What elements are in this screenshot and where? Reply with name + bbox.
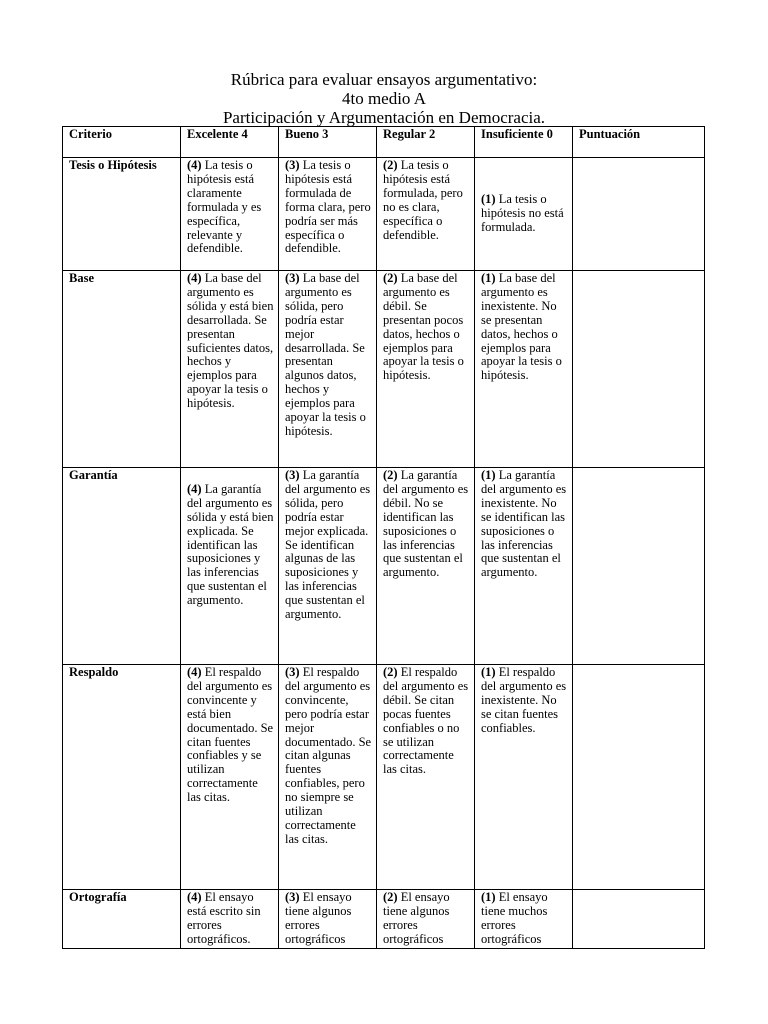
rubric-cell xyxy=(475,158,573,271)
descriptor-text: La base del argumento es inexistente. No se presentan datos, hechos o ejemplos para apoyar la tesis o hipótesis. xyxy=(481,271,562,383)
score-label: (3) xyxy=(285,271,300,285)
criterion-cell: Respaldo xyxy=(63,665,181,890)
score-label: (4) xyxy=(187,481,202,496)
descriptor-text: La base del argumento es sólida y está bien desarrollada. Se presentan suficientes datos, hechos y ejemplos para apoyar la tesis o hipótesis. xyxy=(187,271,274,411)
score-label: (1) xyxy=(481,468,496,482)
descriptor-text: La garantía del argumento es débil. No se identifican las suposiciones o las inferencias que sustentan el argumento. xyxy=(383,468,469,580)
rubric-cell xyxy=(377,665,475,890)
descriptor-text: La base del argumento es sólida, pero podría estar mejor desarrollada. Se presentan algunos datos, hechos y ejemplos para apoyar la tesis o hipótesis. xyxy=(285,271,366,438)
header-insuficiente: Insuficiente 0 xyxy=(475,127,573,158)
descriptor-text: El ensayo está escrito sin errores ortográficos. xyxy=(187,890,261,946)
rubric-cell xyxy=(181,468,279,665)
descriptor-text: La tesis o hipótesis está claramente formulada y es específica, relevante y defendible. xyxy=(187,158,262,256)
header-excelente: Excelente 4 xyxy=(181,127,279,158)
descriptor-text: La tesis o hipótesis está formulada de forma clara, pero podría ser más específica o defendible. xyxy=(285,158,371,256)
descriptor-text: El respaldo del argumento es débil. Se citan pocas fuentes confiables o no se utilizan correctamente las citas. xyxy=(383,665,469,777)
rubric-cell xyxy=(377,468,475,665)
table-row-ortografia xyxy=(63,890,705,949)
rubric-cell xyxy=(279,665,377,890)
score-label: (2) xyxy=(383,468,398,482)
score-cell[interactable] xyxy=(573,890,705,949)
score-label: (4) xyxy=(187,158,202,172)
table-row-base xyxy=(63,271,705,468)
spacer xyxy=(187,469,274,483)
criterion-cell: Base xyxy=(63,271,181,468)
header-row xyxy=(63,127,705,158)
rubric-cell xyxy=(475,271,573,468)
score-label: (2) xyxy=(383,158,398,172)
descriptor-text: El ensayo tiene algunos errores ortográficos xyxy=(285,890,352,946)
criterion-cell: Garantía xyxy=(63,468,181,665)
score-label: (4) xyxy=(187,890,202,904)
score-cell[interactable] xyxy=(573,271,705,468)
score-label: (4) xyxy=(187,665,202,679)
descriptor-text: El ensayo tiene muchos errores ortográficos xyxy=(481,890,548,946)
rubric-cell xyxy=(181,271,279,468)
criterion-cell: Tesis o Hipótesis xyxy=(63,158,181,271)
descriptor-text: El respaldo del argumento es inexistente. No se citan fuentes confiables. xyxy=(481,665,567,735)
table-row-respaldo xyxy=(63,665,705,890)
rubric-cell xyxy=(377,271,475,468)
descriptor-text: La garantía del argumento es sólida y está bien explicada. Se identifican las suposiciones y las inferencias que sustentan el argumento. xyxy=(187,481,274,608)
descriptor-text: La garantía del argumento es inexistente. No se identifican las suposiciones o las inferencias que sustentan el argumento. xyxy=(481,468,567,580)
score-label: (3) xyxy=(285,665,300,679)
descriptor-text: La base del argumento es débil. Se presentan pocos datos, hechos o ejemplos para apoyar la tesis o hipótesis. xyxy=(383,271,464,383)
score-cell[interactable] xyxy=(573,468,705,665)
title-line-1: Rúbrica para evaluar ensayos argumentativo: xyxy=(230,70,538,89)
header-puntuacion: Puntuación xyxy=(573,127,705,158)
document-title xyxy=(0,70,768,127)
score-cell[interactable] xyxy=(573,158,705,271)
rubric-cell xyxy=(279,890,377,949)
title-line-2: 4to medio A xyxy=(341,89,427,108)
rubric-cell xyxy=(279,271,377,468)
descriptor-text: La garantía del argumento es sólida, pero podría estar mejor explicada. Se identifican algunas de las suposiciones y las inferencias que sustentan el argumento. xyxy=(285,468,371,622)
title-line-3: Participación y Argumentación en Democracia. xyxy=(222,108,546,127)
descriptor-text: El respaldo del argumento es convincente, pero podría estar mejor documentado. Se citan algunas fuentes confiables, pero no siempre se utilizan correctamente las citas. xyxy=(285,665,372,846)
score-label: (3) xyxy=(285,890,300,904)
score-label: (3) xyxy=(285,468,300,482)
rubric-cell xyxy=(181,890,279,949)
rubric-cell xyxy=(475,665,573,890)
score-label: (3) xyxy=(285,158,300,172)
score-label: (2) xyxy=(383,271,398,285)
score-label: (1) xyxy=(481,192,496,207)
header-bueno: Bueno 3 xyxy=(279,127,377,158)
rubric-cell xyxy=(377,890,475,949)
rubric-cell xyxy=(475,468,573,665)
score-label: (4) xyxy=(187,271,202,285)
header-criterio: Criterio xyxy=(63,127,181,158)
rubric-cell xyxy=(377,158,475,271)
rubric-cell xyxy=(279,158,377,271)
rubric-cell xyxy=(475,890,573,949)
descriptor-text: La tesis o hipótesis está formulada, pero no es clara, específica o defendible. xyxy=(383,158,463,242)
score-label: (1) xyxy=(481,665,496,679)
descriptor-text: La tesis o hipótesis no está formulada. xyxy=(481,192,564,234)
descriptor-text: El respaldo del argumento es convincente y está bien documentado. Se citan fuentes confiables y se utilizan correctamente las citas. xyxy=(187,665,274,805)
criterion-cell: Ortografía xyxy=(63,890,181,949)
score-label: (1) xyxy=(481,890,496,904)
header-regular: Regular 2 xyxy=(377,127,475,158)
table-row-garantia xyxy=(63,468,705,665)
table-row-tesis xyxy=(63,158,705,271)
rubric-cell xyxy=(181,665,279,890)
score-cell[interactable] xyxy=(573,665,705,890)
score-label: (2) xyxy=(383,890,398,904)
score-label: (1) xyxy=(481,271,496,285)
rubric-cell xyxy=(181,158,279,271)
rubric-table xyxy=(62,126,705,949)
rubric-cell xyxy=(279,468,377,665)
descriptor-text: El ensayo tiene algunos errores ortográficos xyxy=(383,890,450,946)
score-label: (2) xyxy=(383,665,398,679)
